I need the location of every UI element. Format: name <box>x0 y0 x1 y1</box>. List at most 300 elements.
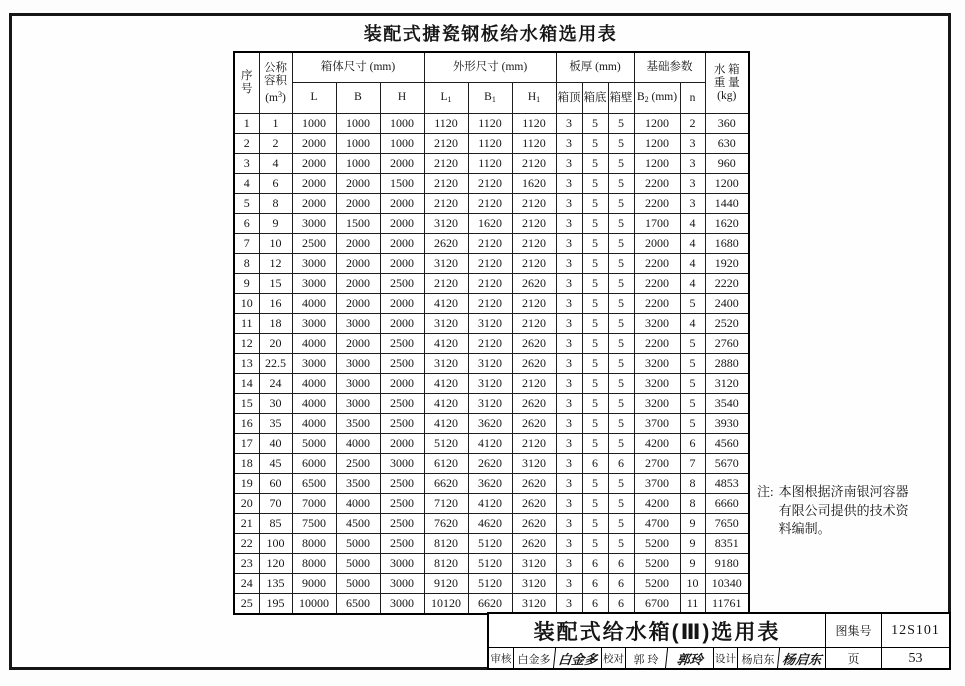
table-cell: 1500 <box>336 214 380 234</box>
col-header-serial: 序 号 <box>234 52 259 114</box>
col-group-plate-thickness: 板厚 (mm) <box>556 52 634 83</box>
header-group-row <box>234 52 749 83</box>
table-cell: 2620 <box>512 494 556 514</box>
table-cell: 3 <box>556 454 582 474</box>
note-label: 注: <box>757 484 774 499</box>
table-cell: 5 <box>608 474 634 494</box>
table-cell: 5200 <box>634 574 680 594</box>
table-cell: 2120 <box>424 174 468 194</box>
table-cell: 2000 <box>292 194 336 214</box>
table-cell: 2500 <box>380 354 424 374</box>
table-cell: 9 <box>680 554 705 574</box>
table-row <box>234 574 749 594</box>
table-cell: 2120 <box>468 174 512 194</box>
table-cell: 2120 <box>468 334 512 354</box>
table-cell: 1 <box>259 114 292 134</box>
table-cell: 4 <box>680 234 705 254</box>
table-cell: 135 <box>259 574 292 594</box>
table-cell: 23 <box>234 554 259 574</box>
table-cell: 6120 <box>424 454 468 474</box>
table-cell: 1620 <box>705 214 749 234</box>
table-cell: 5 <box>608 194 634 214</box>
table-row <box>234 454 749 474</box>
table-cell: 1200 <box>634 154 680 174</box>
table-cell: 3 <box>556 194 582 214</box>
table-cell: 2500 <box>292 234 336 254</box>
table-cell: 85 <box>259 514 292 534</box>
table-cell: 1680 <box>705 234 749 254</box>
table-cell: 1000 <box>336 114 380 134</box>
table-row <box>234 314 749 334</box>
table-cell: 4200 <box>634 494 680 514</box>
table-cell: 3120 <box>424 214 468 234</box>
table-cell: 3120 <box>424 354 468 374</box>
table-cell: 2120 <box>424 194 468 214</box>
table-row <box>234 554 749 574</box>
table-cell: 2000 <box>336 334 380 354</box>
table-cell: 5 <box>608 234 634 254</box>
table-cell: 3000 <box>380 554 424 574</box>
table-cell: 2120 <box>512 374 556 394</box>
table-cell: 5 <box>608 254 634 274</box>
table-cell: 5 <box>582 514 608 534</box>
table-cell: 2120 <box>468 294 512 314</box>
table-cell: 2200 <box>634 194 680 214</box>
table-cell: 2620 <box>512 334 556 354</box>
table-cell: 2500 <box>380 274 424 294</box>
page-label: 页 <box>825 648 881 669</box>
table-cell: 3 <box>556 554 582 574</box>
atlas-number-value: 12S101 <box>881 614 949 647</box>
table-cell: 6660 <box>705 494 749 514</box>
subcol-tank-bottom: 箱底 <box>582 83 608 114</box>
table-cell: 3 <box>556 474 582 494</box>
table-cell: 2500 <box>380 394 424 414</box>
table-cell: 5 <box>582 134 608 154</box>
table-cell: 3 <box>556 394 582 414</box>
table-cell: 20 <box>259 334 292 354</box>
table-cell: 5000 <box>336 534 380 554</box>
table-cell: 6700 <box>634 594 680 615</box>
table-cell: 2500 <box>380 494 424 514</box>
table-cell: 9 <box>680 514 705 534</box>
table-cell: 3120 <box>512 574 556 594</box>
table-row <box>234 594 749 615</box>
table-cell: 5 <box>582 494 608 514</box>
table-cell: 3000 <box>336 354 380 374</box>
table-cell: 5 <box>608 514 634 534</box>
table-cell: 3 <box>556 314 582 334</box>
table-row <box>234 294 749 314</box>
table-cell: 1500 <box>380 174 424 194</box>
table-cell: 10000 <box>292 594 336 615</box>
table-cell: 4000 <box>292 374 336 394</box>
table-cell: 4700 <box>634 514 680 534</box>
table-cell: 3 <box>234 154 259 174</box>
table-cell: 45 <box>259 454 292 474</box>
table-cell: 35 <box>259 414 292 434</box>
table-cell: 1120 <box>424 114 468 134</box>
table-cell: 3120 <box>468 314 512 334</box>
table-cell: 3930 <box>705 414 749 434</box>
table-cell: 5 <box>582 254 608 274</box>
proofread-signature: 郭玲 <box>665 648 714 669</box>
table-cell: 2120 <box>468 254 512 274</box>
table-cell: 1920 <box>705 254 749 274</box>
table-cell: 3000 <box>380 574 424 594</box>
table-cell: 1000 <box>336 154 380 174</box>
table-cell: 15 <box>234 394 259 414</box>
table-cell: 5 <box>608 314 634 334</box>
table-cell: 2500 <box>380 334 424 354</box>
table-cell: 5 <box>608 334 634 354</box>
table-cell: 195 <box>259 594 292 615</box>
table-cell: 6 <box>608 594 634 615</box>
table-cell: 4 <box>680 254 705 274</box>
proofread-label: 校对 <box>601 648 625 669</box>
table-row <box>234 174 749 194</box>
table-cell: 1000 <box>380 134 424 154</box>
table-cell: 24 <box>259 374 292 394</box>
table-cell: 1700 <box>634 214 680 234</box>
table-cell: 5 <box>608 154 634 174</box>
table-cell: 14 <box>234 374 259 394</box>
subcol-tank-top: 箱顶 <box>556 83 582 114</box>
table-cell: 5 <box>608 494 634 514</box>
table-cell: 3120 <box>512 594 556 615</box>
table-cell: 7620 <box>424 514 468 534</box>
table-cell: 5 <box>582 414 608 434</box>
table-cell: 25 <box>234 594 259 615</box>
table-cell: 1000 <box>292 114 336 134</box>
table-cell: 2620 <box>512 474 556 494</box>
table-cell: 3120 <box>512 554 556 574</box>
table-cell: 6 <box>680 434 705 454</box>
table-cell: 4620 <box>468 514 512 534</box>
weight-unit: (kg) <box>717 89 737 102</box>
table-cell: 6 <box>582 594 608 615</box>
table-cell: 6 <box>582 454 608 474</box>
table-cell: 4120 <box>468 434 512 454</box>
table-cell: 2000 <box>336 274 380 294</box>
table-cell: 4500 <box>336 514 380 534</box>
table-cell: 3120 <box>424 314 468 334</box>
table-cell: 3700 <box>634 414 680 434</box>
table-body <box>234 114 749 615</box>
table-cell: 2120 <box>512 254 556 274</box>
table-cell: 6000 <box>292 454 336 474</box>
table-cell: 8000 <box>292 554 336 574</box>
table-cell: 5 <box>582 294 608 314</box>
table-cell: 4 <box>259 154 292 174</box>
table-cell: 9120 <box>424 574 468 594</box>
table-cell: 2620 <box>468 454 512 474</box>
table-cell: 3120 <box>512 454 556 474</box>
table-cell: 3000 <box>292 214 336 234</box>
table-cell: 1120 <box>468 134 512 154</box>
table-cell: 10 <box>259 234 292 254</box>
table-row <box>234 274 749 294</box>
table-cell: 3620 <box>468 474 512 494</box>
table-cell: 5 <box>608 114 634 134</box>
title-block-top-row <box>489 614 949 647</box>
table-cell: 5 <box>582 354 608 374</box>
table-cell: 3 <box>556 334 582 354</box>
table-cell: 3120 <box>705 374 749 394</box>
col-group-foundation: 基础参数 <box>634 52 705 83</box>
table-cell: 2760 <box>705 334 749 354</box>
note-text: 本图根据济南银河容器有限公司提供的技术资料编制。 <box>778 484 909 536</box>
design-signature: 杨启东 <box>777 648 826 669</box>
table-row <box>234 254 749 274</box>
table-cell: 5000 <box>336 574 380 594</box>
table-cell: 3000 <box>336 394 380 414</box>
note-block <box>757 483 937 539</box>
table-cell: 2000 <box>380 154 424 174</box>
table-cell: 2620 <box>512 274 556 294</box>
table-cell: 3200 <box>634 374 680 394</box>
table-cell: 5 <box>582 314 608 334</box>
table-cell: 3200 <box>634 394 680 414</box>
table-cell: 1120 <box>512 114 556 134</box>
table-cell: 3 <box>680 154 705 174</box>
table-cell: 1200 <box>705 174 749 194</box>
weight-label-line1: 水 箱 <box>713 63 740 76</box>
table-cell: 4000 <box>292 394 336 414</box>
table-cell: 3 <box>556 354 582 374</box>
title-block-bottom-row <box>489 647 949 669</box>
table-cell: 2000 <box>336 254 380 274</box>
table-cell: 5 <box>608 274 634 294</box>
table-cell: 2200 <box>634 294 680 314</box>
table-cell: 2000 <box>336 194 380 214</box>
table-cell: 22.5 <box>259 354 292 374</box>
table-cell: 10 <box>234 294 259 314</box>
table-cell: 3 <box>556 234 582 254</box>
table-cell: 4120 <box>424 394 468 414</box>
review-name: 白金多 <box>513 648 554 669</box>
table-cell: 3000 <box>336 374 380 394</box>
table-cell: 2 <box>680 114 705 134</box>
table-row <box>234 334 749 354</box>
table-cell: 3 <box>680 174 705 194</box>
table-cell: 5 <box>582 474 608 494</box>
table-cell: 4000 <box>336 434 380 454</box>
table-cell: 6 <box>259 174 292 194</box>
table-cell: 6 <box>582 574 608 594</box>
table-cell: 4000 <box>292 294 336 314</box>
table-cell: 4 <box>680 214 705 234</box>
table-cell: 2000 <box>380 234 424 254</box>
table-cell: 5120 <box>468 534 512 554</box>
table-cell: 2500 <box>380 414 424 434</box>
table-cell: 5 <box>680 374 705 394</box>
table-cell: 3 <box>680 134 705 154</box>
table-cell: 5120 <box>424 434 468 454</box>
table-cell: 5 <box>608 354 634 374</box>
table-cell: 5670 <box>705 454 749 474</box>
table-cell: 10340 <box>705 574 749 594</box>
table-cell: 2500 <box>380 474 424 494</box>
col-group-outer-size: 外形尺寸 (mm) <box>424 52 556 83</box>
table-cell: 2000 <box>380 294 424 314</box>
table-cell: 5000 <box>336 554 380 574</box>
table-cell: 3540 <box>705 394 749 414</box>
table-cell: 2120 <box>512 194 556 214</box>
table-cell: 5 <box>608 394 634 414</box>
table-cell: 2000 <box>380 214 424 234</box>
table-cell: 30 <box>259 394 292 414</box>
volume-unit: $(m^3)$ <box>265 89 286 104</box>
table-cell: 3500 <box>336 414 380 434</box>
table-cell: 3 <box>556 374 582 394</box>
table-cell: 3 <box>556 114 582 134</box>
table-cell: 2000 <box>292 174 336 194</box>
table-cell: 2000 <box>380 434 424 454</box>
table-row <box>234 114 749 134</box>
table-cell: 6 <box>608 454 634 474</box>
table-cell: 12 <box>259 254 292 274</box>
table-cell: 1620 <box>512 174 556 194</box>
table-cell: 2880 <box>705 354 749 374</box>
sheet-title: 装配式给水箱(Ⅲ)选用表 <box>533 620 781 644</box>
table-cell: 2400 <box>705 294 749 314</box>
table-cell: 70 <box>259 494 292 514</box>
table-cell: 2620 <box>512 414 556 434</box>
review-label: 审核 <box>490 653 512 665</box>
table-cell: 2520 <box>705 314 749 334</box>
table-cell: 5 <box>582 114 608 134</box>
table-cell: 3120 <box>468 374 512 394</box>
table-cell: 2620 <box>512 394 556 414</box>
table-cell: 2500 <box>380 514 424 534</box>
table-cell: 2120 <box>424 134 468 154</box>
table-cell: 9 <box>680 534 705 554</box>
volume-label: 公称容积 <box>264 61 287 87</box>
table-cell: 40 <box>259 434 292 454</box>
table-cell: 8 <box>680 494 705 514</box>
table-cell: 2000 <box>292 154 336 174</box>
table-cell: 20 <box>234 494 259 514</box>
table-cell: 4120 <box>424 334 468 354</box>
table-cell: 6620 <box>468 594 512 615</box>
table-cell: 7 <box>234 234 259 254</box>
table-cell: 3200 <box>634 354 680 374</box>
table-cell: 5 <box>582 154 608 174</box>
table-cell: 5200 <box>634 534 680 554</box>
table-cell: 2200 <box>634 274 680 294</box>
table-cell: 5 <box>608 294 634 314</box>
table-cell: 5 <box>608 434 634 454</box>
table-row <box>234 394 749 414</box>
table-cell: 7500 <box>292 514 336 534</box>
table-cell: 1620 <box>468 214 512 234</box>
table-cell: 3 <box>556 574 582 594</box>
table-cell: 2000 <box>380 194 424 214</box>
table-cell: 2120 <box>512 214 556 234</box>
table-cell: 2120 <box>424 154 468 174</box>
table-cell: 2120 <box>512 294 556 314</box>
table-cell: 3 <box>680 194 705 214</box>
table-cell: 3000 <box>292 274 336 294</box>
table-cell: 5 <box>582 194 608 214</box>
title-block <box>487 612 951 670</box>
table-cell: 21 <box>234 514 259 534</box>
table-cell: 5 <box>582 394 608 414</box>
table-cell: 5 <box>608 134 634 154</box>
table-cell: 2000 <box>336 174 380 194</box>
table-cell: 3 <box>556 494 582 514</box>
table-cell: 3000 <box>380 594 424 615</box>
table-cell: 2120 <box>468 274 512 294</box>
table-cell: 6500 <box>336 594 380 615</box>
table-cell: 9 <box>234 274 259 294</box>
table-cell: 630 <box>705 134 749 154</box>
table-cell: 6 <box>234 214 259 234</box>
table-cell: 4 <box>680 314 705 334</box>
table-cell: 13 <box>234 354 259 374</box>
table-row <box>234 194 749 214</box>
table-cell: 3 <box>556 174 582 194</box>
table-cell: 2120 <box>468 194 512 214</box>
table-row <box>234 374 749 394</box>
table-cell: 8120 <box>424 554 468 574</box>
table-cell: 4 <box>234 174 259 194</box>
table-row <box>234 134 749 154</box>
table-cell: 7650 <box>705 514 749 534</box>
table-cell: 3 <box>556 434 582 454</box>
table-cell: 3120 <box>468 394 512 414</box>
table-cell: 2620 <box>424 234 468 254</box>
table-row <box>234 494 749 514</box>
table-cell: 1000 <box>380 114 424 134</box>
proofread-name: 郭 玲 <box>625 648 666 669</box>
subcol-H1: $H_1$ <box>512 83 556 114</box>
col-header-weight <box>705 52 749 114</box>
table-cell: 3 <box>556 214 582 234</box>
table-cell: 5 <box>582 274 608 294</box>
table-cell: 5 <box>582 434 608 454</box>
table-cell: 2000 <box>336 234 380 254</box>
table-cell: 4120 <box>468 494 512 514</box>
table-cell: 8 <box>680 474 705 494</box>
table-cell: 5 <box>234 194 259 214</box>
table-cell: 3 <box>556 414 582 434</box>
table-cell: 4120 <box>424 414 468 434</box>
table-cell: 1200 <box>634 134 680 154</box>
table-cell: 1120 <box>512 134 556 154</box>
subcol-H: H <box>380 83 424 114</box>
table-cell: 5 <box>608 534 634 554</box>
subcol-B2: $B_2$ (mm) <box>634 83 680 114</box>
table-cell: 4120 <box>424 374 468 394</box>
table-cell: 360 <box>705 114 749 134</box>
table-cell: 5 <box>680 294 705 314</box>
table-cell: 3 <box>556 274 582 294</box>
table-cell: 2120 <box>512 314 556 334</box>
subcol-B: B <box>336 83 380 114</box>
table-cell: 2620 <box>512 514 556 534</box>
table-cell: 11 <box>680 594 705 615</box>
table-cell: 11 <box>234 314 259 334</box>
table-cell: 6620 <box>424 474 468 494</box>
table-cell: 6500 <box>292 474 336 494</box>
weight-label-line2: 重 量 <box>713 76 740 89</box>
table-cell: 16 <box>259 294 292 314</box>
table-cell: 5 <box>582 534 608 554</box>
table-cell: 24 <box>234 574 259 594</box>
table-cell: 3000 <box>336 314 380 334</box>
